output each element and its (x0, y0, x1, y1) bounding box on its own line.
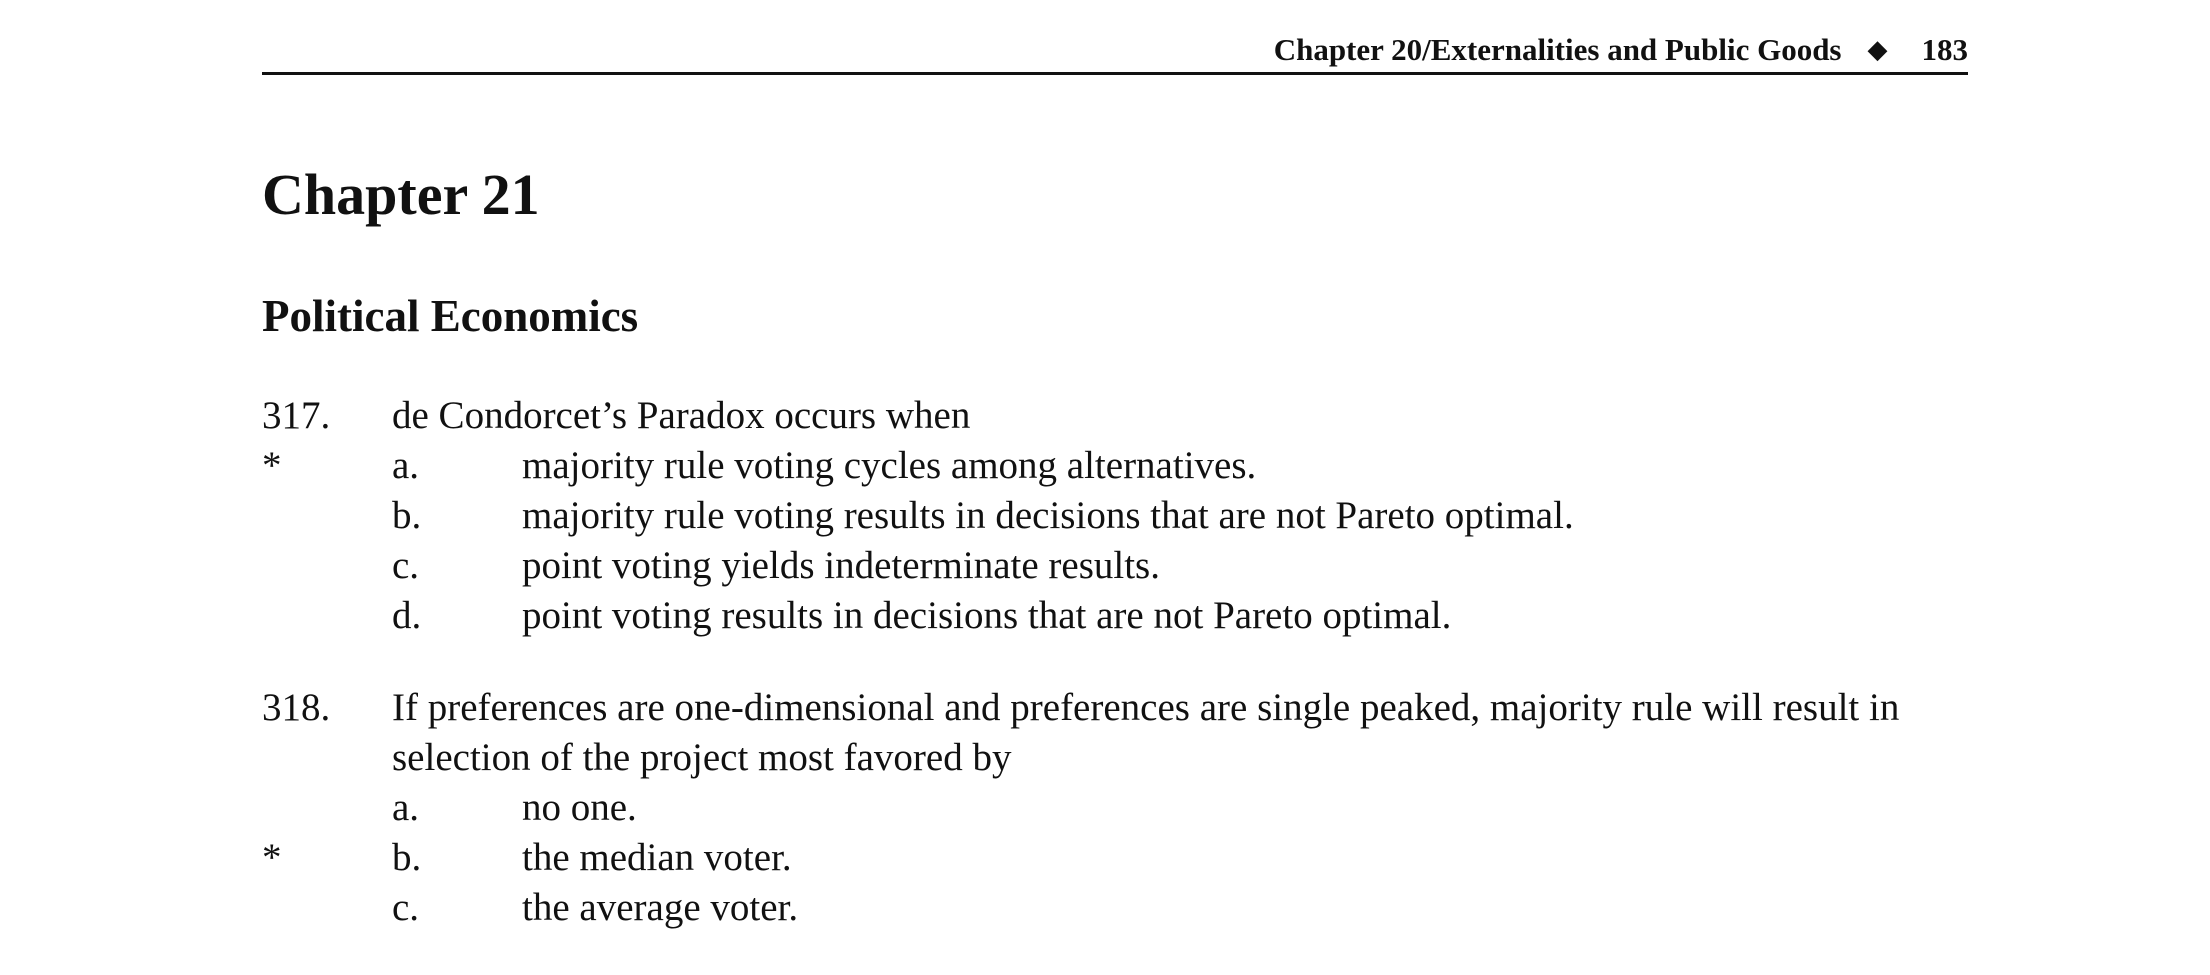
option-letter: a. (392, 786, 420, 829)
answer-marker (262, 783, 392, 833)
question-number: 317. (262, 394, 331, 437)
question-list (262, 391, 1982, 975)
option-text: no one. (522, 786, 637, 829)
correct-answer-marker: * (262, 444, 282, 487)
option-letter: d. (392, 594, 422, 637)
option-text: point voting results in decisions that are not Pareto optimal. (522, 594, 1452, 637)
question-number: 318. (262, 686, 331, 729)
section-title: Political Economics (262, 291, 639, 341)
answer-marker (262, 541, 392, 591)
question-text: If preferences are one-dimensional and preferences are single peaked, majority rule will result in selection of the project most favored by (392, 686, 1900, 779)
answer-marker (262, 591, 392, 641)
answer-option (262, 883, 1982, 933)
correct-answer-marker: * (262, 836, 282, 879)
option-letter: c. (392, 886, 420, 929)
question-text: de Condorcet’s Paradox occurs when (392, 394, 971, 437)
answer-option (262, 441, 1982, 491)
option-text: majority rule voting cycles among alternatives. (522, 444, 1257, 487)
option-text: majority rule voting results in decisions that are not Pareto optimal. (522, 494, 1574, 537)
running-header (262, 28, 1968, 75)
answer-option (262, 833, 1982, 883)
answer-option (262, 783, 1982, 833)
answer-option (262, 541, 1982, 591)
option-text: the average voter. (522, 886, 799, 929)
option-letter: b. (392, 836, 422, 879)
option-text: the median voter. (522, 836, 792, 879)
answer-option (262, 491, 1982, 541)
option-text: point voting yields indeterminate results. (522, 544, 1160, 587)
answer-marker (262, 491, 392, 541)
page-number: 183 (1921, 32, 1968, 67)
answer-option (262, 591, 1982, 641)
chapter-title: Chapter 21 (262, 162, 540, 227)
running-title: Chapter 20/Externalities and Public Goods (1273, 32, 1842, 67)
option-letter: b. (392, 494, 422, 537)
question-317 (262, 391, 1982, 641)
question-318 (262, 683, 1982, 933)
option-letter: c. (392, 544, 420, 587)
answer-marker (262, 883, 392, 933)
option-letter: a. (392, 444, 420, 487)
diamond-separator-icon: ◆ (1867, 35, 1888, 64)
